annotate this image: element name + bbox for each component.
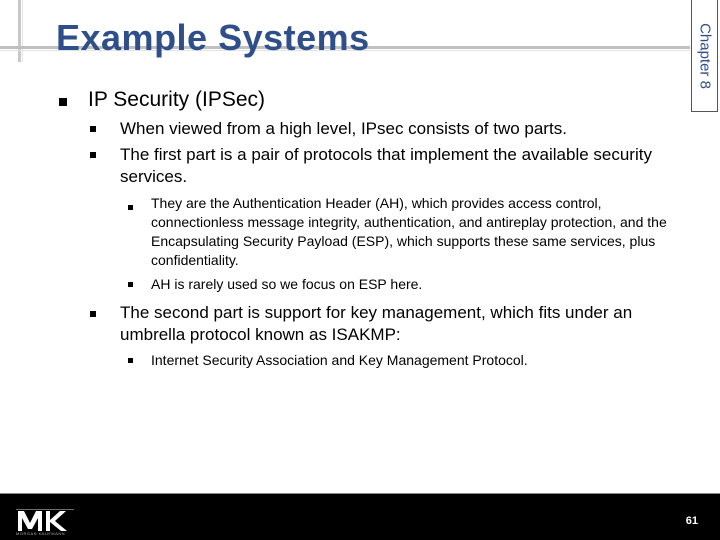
bullet-level3: They are the Authentication Header (AH), which provides access control, connectionless message integrity, authentication, and antireplay protection, and the Encapsulating Security Payload (ESP), which supports these same services, plus confidentiality. xyxy=(151,195,667,268)
bullet-level2: The first part is a pair of protocols that implement the available security services. xyxy=(120,145,652,186)
footer-bar xyxy=(0,494,720,540)
publisher-logo xyxy=(16,509,74,533)
slide-title: Example Systems xyxy=(56,17,370,58)
bullet-square-icon xyxy=(90,311,96,317)
bullet-square-icon xyxy=(128,205,133,210)
bullet-square-icon xyxy=(90,126,96,132)
bullet-level3: Internet Security Association and Key Management Protocol. xyxy=(151,352,528,368)
bullet-level1: IP Security (IPSec) xyxy=(88,88,266,111)
bullet-square-icon xyxy=(128,282,133,287)
frame-vertical-line-light xyxy=(22,0,23,62)
bullet-level2: The second part is support for key management, which fits under an umbrella protocol known as ISAKMP: xyxy=(120,303,633,344)
bullet-square-icon xyxy=(128,358,133,363)
page-number: 61 xyxy=(685,515,698,527)
bullet-square-icon xyxy=(59,98,67,106)
chapter-tab xyxy=(691,0,718,112)
bullet-level3: AH is rarely used so we focus on ESP here. xyxy=(151,276,423,292)
frame-vertical-line xyxy=(18,0,21,62)
chapter-label: Chapter 8 xyxy=(696,22,713,89)
logo-subtext: MORGAN KAUFMANN xyxy=(16,531,66,536)
bullet-level2: When viewed from a high level, IPsec consists of two parts. xyxy=(120,119,567,138)
bullet-square-icon xyxy=(90,152,96,158)
